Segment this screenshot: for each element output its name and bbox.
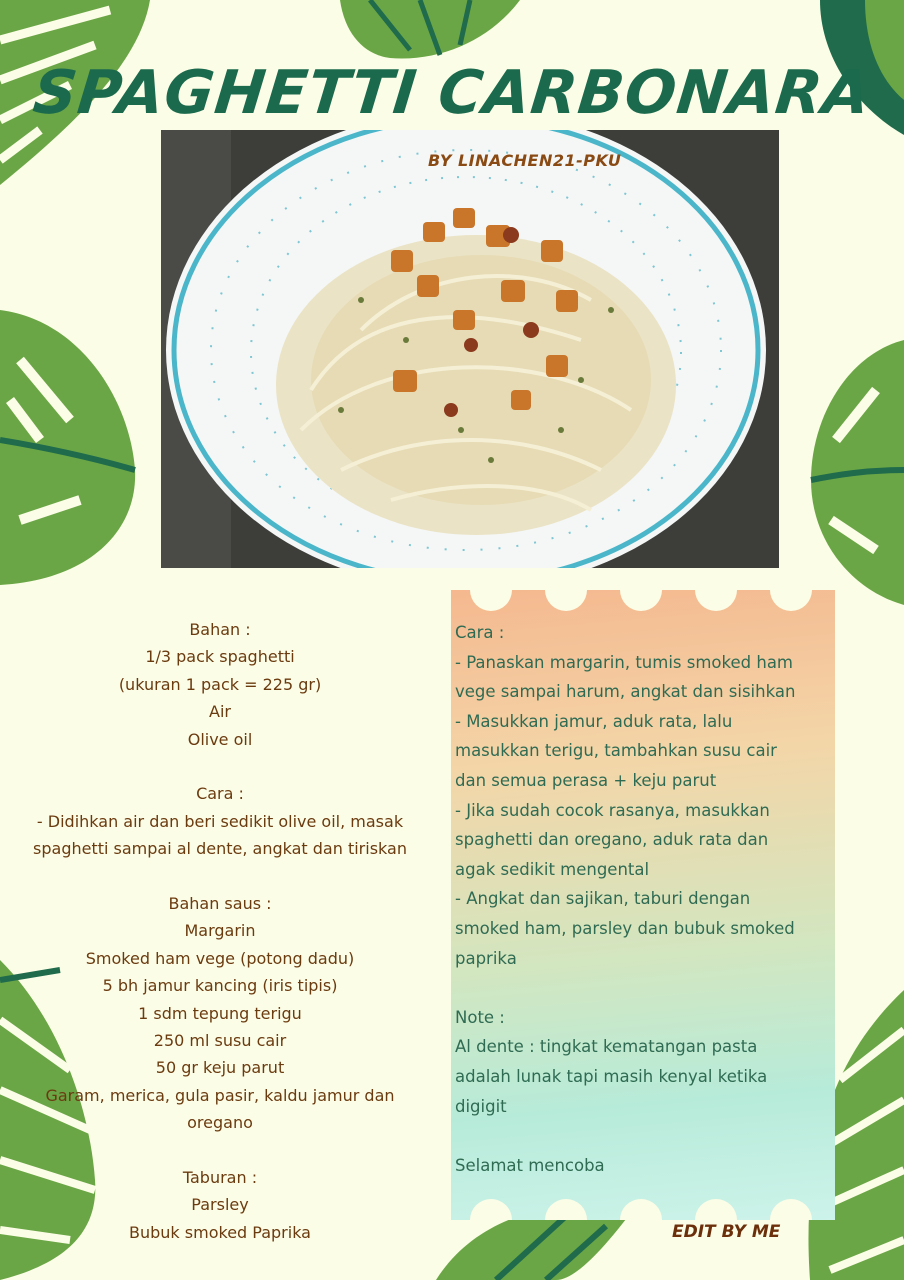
recipe-byline: BY LINACHEN21-PKU <box>428 151 622 170</box>
sauce-item: oregano <box>187 1113 253 1133</box>
scalloped-edge-bottom <box>451 1196 835 1220</box>
ingredient-item: (ukuran 1 pack = 225 gr) <box>118 674 322 694</box>
ingredient-item: Olive oil <box>187 729 253 749</box>
method-line: smoked ham, parsley dan bubuk smoked <box>455 918 795 938</box>
sauce-item: Margarin <box>184 921 256 941</box>
note-line: digigit <box>455 1096 507 1116</box>
left-monstera-leaf-icon <box>0 300 140 590</box>
method-line: - Masukkan jamur, aduk rata, lalu <box>455 711 733 731</box>
method-line: agak sedikit mengental <box>455 859 650 879</box>
dish-photo <box>161 130 779 568</box>
edit-by-signature: EDIT BY ME <box>672 1222 781 1242</box>
method-line: spaghetti dan oregano, aduk rata dan <box>455 830 769 850</box>
sauce-item: Garam, merica, gula pasir, kaldu jamur dan <box>45 1085 395 1105</box>
note-line: Al dente : tingkat kematangan pasta <box>455 1037 758 1057</box>
sauce-item: 1 sdm tepung terigu <box>138 1003 302 1023</box>
sauce-item: Smoked ham vege (potong dadu) <box>85 948 355 968</box>
topping-heading: Taburan : <box>182 1168 258 1188</box>
topping-item: Bubuk smoked Paprika <box>129 1222 311 1242</box>
ingredient-item: 1/3 pack spaghetti <box>145 647 295 667</box>
method-line: - Jika sudah cocok rasanya, masukkan <box>455 800 770 820</box>
closing-text: Selamat mencoba <box>455 1155 605 1175</box>
scalloped-edge-top <box>451 590 835 614</box>
top-center-leaf-icon <box>330 0 530 62</box>
note-line: adalah lunak tapi masih kenyal ketika <box>455 1066 768 1086</box>
sauce-item: 50 gr keju parut <box>155 1058 285 1078</box>
right-monstera-leaf-icon <box>806 330 904 610</box>
ingredients-column <box>10 616 430 1246</box>
method-line: - Angkat dan sajikan, taburi dengan <box>455 889 751 909</box>
method-heading: Cara : <box>455 623 505 642</box>
sauce-item: 250 ml susu cair <box>153 1031 287 1051</box>
sauce-heading: Bahan saus : <box>168 894 272 914</box>
ingredients-heading: Bahan : <box>189 620 251 639</box>
method-line: masukkan terigu, tambahkan susu cair <box>455 741 777 761</box>
note-heading: Note : <box>455 1007 505 1027</box>
method-line: - Panaskan margarin, tumis smoked ham <box>455 652 794 672</box>
method-line: paprika <box>455 948 517 968</box>
recipe-title: SPAGHETTI CARBONARA <box>29 58 875 128</box>
topping-item: Parsley <box>191 1195 249 1215</box>
pasta-method-line: - Didihkan air dan beri sedikit olive oil, masak <box>36 811 404 831</box>
sauce-item: 5 bh jamur kancing (iris tipis) <box>102 976 338 996</box>
method-line: vege sampai harum, angkat dan sisihkan <box>455 682 796 702</box>
spaghetti-plate-image <box>161 130 779 568</box>
ingredient-item: Air <box>209 702 231 722</box>
pasta-method-line: spaghetti sampai al dente, angkat dan tiriskan <box>33 839 407 859</box>
pasta-method-heading: Cara : <box>196 784 244 804</box>
method-card-text <box>455 618 833 1180</box>
method-line: dan semua perasa + keju parut <box>455 770 717 790</box>
